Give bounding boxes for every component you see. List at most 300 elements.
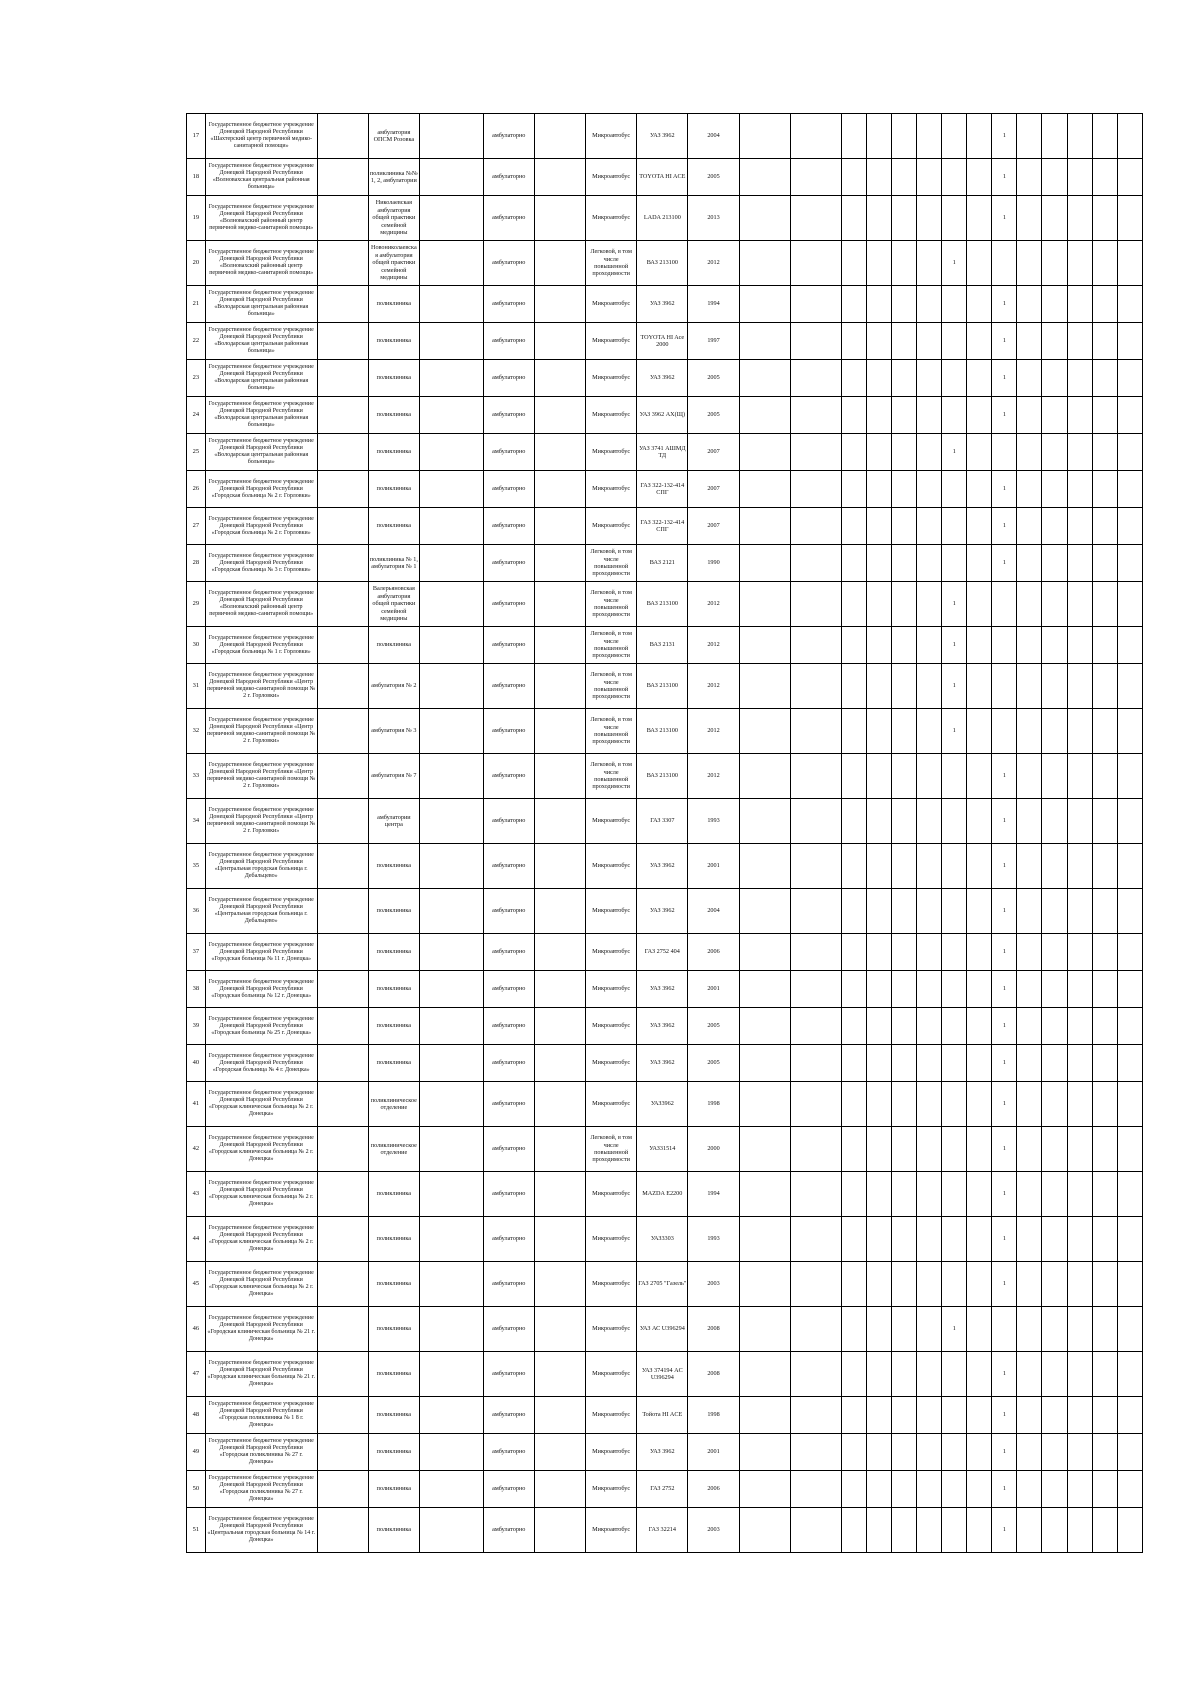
empty-cell bbox=[739, 799, 790, 844]
vehicle-table-page bbox=[186, 113, 1143, 1553]
table-row bbox=[187, 159, 1143, 196]
empty-cell bbox=[1042, 1082, 1067, 1127]
empty-cell bbox=[790, 627, 841, 664]
count-cell-a bbox=[942, 1508, 967, 1553]
empty-cell bbox=[1042, 508, 1067, 545]
table-row bbox=[187, 1172, 1143, 1217]
organization-cell: Государственное бюджетное учреждение Донецкой Народной Республики «Городская клиническая больница № 21 г. Донецка» bbox=[205, 1307, 317, 1352]
empty-cell bbox=[790, 889, 841, 934]
table-row bbox=[187, 1397, 1143, 1434]
empty-cell bbox=[790, 196, 841, 241]
empty-cell bbox=[534, 664, 585, 709]
empty-cell bbox=[317, 1262, 368, 1307]
table-row bbox=[187, 241, 1143, 286]
empty-cell bbox=[1042, 1508, 1067, 1553]
empty-cell bbox=[1042, 1172, 1067, 1217]
empty-cell bbox=[790, 1045, 841, 1082]
count-cell-b bbox=[992, 582, 1017, 627]
empty-cell bbox=[739, 582, 790, 627]
unit-cell: поликлиника bbox=[368, 627, 419, 664]
empty-cell bbox=[1092, 1352, 1117, 1397]
empty-cell bbox=[1117, 934, 1142, 971]
empty-cell bbox=[1117, 1127, 1142, 1172]
vehicle-type-cell: Микроавтобус bbox=[586, 844, 637, 889]
count-cell-b: 1 bbox=[992, 159, 1017, 196]
empty-cell bbox=[917, 1471, 942, 1508]
empty-cell bbox=[1067, 1127, 1092, 1172]
vehicle-year-cell: 2012 bbox=[688, 664, 739, 709]
care-type-cell: амбулаторно bbox=[483, 664, 534, 709]
empty-cell bbox=[419, 844, 483, 889]
empty-cell bbox=[867, 1172, 892, 1217]
empty-cell bbox=[1117, 627, 1142, 664]
organization-cell: Государственное бюджетное учреждение Донецкой Народной Республики «Волновахская центральная районная больница» bbox=[205, 159, 317, 196]
vehicle-type-cell: Микроавтобус bbox=[586, 360, 637, 397]
empty-cell bbox=[917, 545, 942, 582]
empty-cell bbox=[739, 1262, 790, 1307]
empty-cell bbox=[1017, 397, 1042, 434]
count-cell-b: 1 bbox=[992, 1172, 1017, 1217]
count-cell-a bbox=[942, 889, 967, 934]
empty-cell bbox=[1117, 799, 1142, 844]
empty-cell bbox=[739, 286, 790, 323]
empty-cell bbox=[739, 159, 790, 196]
empty-cell bbox=[1042, 114, 1067, 159]
empty-cell bbox=[967, 471, 992, 508]
empty-cell bbox=[1067, 360, 1092, 397]
vehicle-type-cell: Легковой, в том числе повышенной проходимости bbox=[586, 664, 637, 709]
empty-cell bbox=[534, 1008, 585, 1045]
empty-cell bbox=[739, 545, 790, 582]
count-cell-a: 1 bbox=[942, 434, 967, 471]
organization-cell: Государственное бюджетное учреждение Донецкой Народной Республики «Володарская центральная районная больница» bbox=[205, 434, 317, 471]
empty-cell bbox=[739, 323, 790, 360]
count-cell-b: 1 bbox=[992, 1262, 1017, 1307]
empty-cell bbox=[739, 1082, 790, 1127]
empty-cell bbox=[967, 286, 992, 323]
vehicle-type-cell: Микроавтобус bbox=[586, 508, 637, 545]
empty-cell bbox=[1042, 971, 1067, 1008]
empty-cell bbox=[892, 545, 917, 582]
empty-cell bbox=[1092, 1508, 1117, 1553]
empty-cell bbox=[739, 709, 790, 754]
care-type-cell: амбулаторно bbox=[483, 1045, 534, 1082]
care-type-cell: амбулаторно bbox=[483, 1217, 534, 1262]
vehicle-type-cell: Микроавтобус bbox=[586, 1397, 637, 1434]
organization-cell: Государственное бюджетное учреждение Донецкой Народной Республики «Шахтерский центр первичной медико-санитарной помощи» bbox=[205, 114, 317, 159]
empty-cell bbox=[892, 664, 917, 709]
empty-cell bbox=[1042, 545, 1067, 582]
vehicle-type-cell: Микроавтобус bbox=[586, 934, 637, 971]
empty-cell bbox=[739, 1434, 790, 1471]
empty-cell bbox=[1042, 241, 1067, 286]
empty-cell bbox=[790, 1172, 841, 1217]
vehicle-model-cell: УАЗ 3962 bbox=[637, 844, 688, 889]
empty-cell bbox=[1117, 1307, 1142, 1352]
empty-cell bbox=[841, 582, 866, 627]
empty-cell bbox=[1067, 627, 1092, 664]
vehicle-type-cell: Микроавтобус bbox=[586, 1471, 637, 1508]
empty-cell bbox=[1092, 664, 1117, 709]
empty-cell bbox=[917, 323, 942, 360]
count-cell-b: 1 bbox=[992, 1217, 1017, 1262]
empty-cell bbox=[317, 1397, 368, 1434]
empty-cell bbox=[739, 1471, 790, 1508]
empty-cell bbox=[1092, 1217, 1117, 1262]
vehicle-year-cell: 2005 bbox=[688, 397, 739, 434]
empty-cell bbox=[534, 1352, 585, 1397]
empty-cell bbox=[1017, 1172, 1042, 1217]
empty-cell bbox=[534, 971, 585, 1008]
empty-cell bbox=[1067, 1471, 1092, 1508]
count-cell-a: 1 bbox=[942, 1307, 967, 1352]
vehicle-type-cell: Микроавтобус bbox=[586, 1045, 637, 1082]
care-type-cell: амбулаторно bbox=[483, 286, 534, 323]
empty-cell bbox=[1017, 1397, 1042, 1434]
empty-cell bbox=[892, 934, 917, 971]
vehicle-type-cell: Микроавтобус bbox=[586, 1217, 637, 1262]
care-type-cell: амбулаторно bbox=[483, 754, 534, 799]
empty-cell bbox=[419, 1045, 483, 1082]
empty-cell bbox=[1067, 1008, 1092, 1045]
empty-cell bbox=[419, 114, 483, 159]
empty-cell bbox=[317, 582, 368, 627]
empty-cell bbox=[1092, 1434, 1117, 1471]
organization-cell: Государственное бюджетное учреждение Донецкой Народной Республики «Городская больница № 11 г. Донецка» bbox=[205, 934, 317, 971]
table-row bbox=[187, 1082, 1143, 1127]
row-number: 33 bbox=[187, 754, 206, 799]
vehicle-year-cell: 2004 bbox=[688, 114, 739, 159]
unit-cell: поликлиника № 1, амбулатория № 1 bbox=[368, 545, 419, 582]
empty-cell bbox=[1092, 1471, 1117, 1508]
empty-cell bbox=[967, 1127, 992, 1172]
empty-cell bbox=[739, 1008, 790, 1045]
vehicle-year-cell: 2007 bbox=[688, 471, 739, 508]
care-type-cell: амбулаторно bbox=[483, 1471, 534, 1508]
empty-cell bbox=[1092, 754, 1117, 799]
unit-cell: поликлиника bbox=[368, 323, 419, 360]
vehicle-year-cell: 2005 bbox=[688, 1008, 739, 1045]
empty-cell bbox=[917, 1397, 942, 1434]
vehicle-model-cell: TOYOTA HI ACE bbox=[637, 159, 688, 196]
empty-cell bbox=[1067, 434, 1092, 471]
row-number: 37 bbox=[187, 934, 206, 971]
table-row bbox=[187, 709, 1143, 754]
empty-cell bbox=[967, 627, 992, 664]
empty-cell bbox=[790, 709, 841, 754]
empty-cell bbox=[790, 1082, 841, 1127]
organization-cell: Государственное бюджетное учреждение Донецкой Народной Республики «Городская больница № 2 г. Горловки» bbox=[205, 471, 317, 508]
empty-cell bbox=[1017, 844, 1042, 889]
empty-cell bbox=[419, 664, 483, 709]
organization-cell: Государственное бюджетное учреждение Донецкой Народной Республики «Центральная городская больница г. Дебальцево» bbox=[205, 889, 317, 934]
empty-cell bbox=[317, 1434, 368, 1471]
empty-cell bbox=[841, 799, 866, 844]
empty-cell bbox=[917, 1307, 942, 1352]
empty-cell bbox=[892, 508, 917, 545]
empty-cell bbox=[1017, 1045, 1042, 1082]
empty-cell bbox=[790, 844, 841, 889]
unit-cell: поликлиника bbox=[368, 1471, 419, 1508]
empty-cell bbox=[1117, 397, 1142, 434]
count-cell-a bbox=[942, 1082, 967, 1127]
empty-cell bbox=[841, 709, 866, 754]
count-cell-a bbox=[942, 471, 967, 508]
count-cell-b: 1 bbox=[992, 754, 1017, 799]
table-row bbox=[187, 434, 1143, 471]
table-row bbox=[187, 360, 1143, 397]
empty-cell bbox=[1067, 844, 1092, 889]
vehicle-year-cell: 2012 bbox=[688, 709, 739, 754]
vehicle-year-cell: 2003 bbox=[688, 1262, 739, 1307]
empty-cell bbox=[1067, 754, 1092, 799]
empty-cell bbox=[1067, 889, 1092, 934]
empty-cell bbox=[1117, 664, 1142, 709]
empty-cell bbox=[841, 397, 866, 434]
vehicle-model-cell: MAZDA E2200 bbox=[637, 1172, 688, 1217]
empty-cell bbox=[739, 1217, 790, 1262]
unit-cell: поликлиника bbox=[368, 434, 419, 471]
vehicle-type-cell: Микроавтобус bbox=[586, 471, 637, 508]
empty-cell bbox=[419, 397, 483, 434]
empty-cell bbox=[1092, 889, 1117, 934]
empty-cell bbox=[917, 114, 942, 159]
vehicle-type-cell: Микроавтобус bbox=[586, 1082, 637, 1127]
empty-cell bbox=[419, 1127, 483, 1172]
vehicle-year-cell: 2006 bbox=[688, 934, 739, 971]
empty-cell bbox=[1117, 754, 1142, 799]
empty-cell bbox=[1067, 709, 1092, 754]
empty-cell bbox=[841, 1008, 866, 1045]
empty-cell bbox=[739, 508, 790, 545]
empty-cell bbox=[534, 1508, 585, 1553]
empty-cell bbox=[1092, 508, 1117, 545]
empty-cell bbox=[867, 434, 892, 471]
empty-cell bbox=[317, 1082, 368, 1127]
vehicle-model-cell: ВАЗ 213100 bbox=[637, 754, 688, 799]
organization-cell: Государственное бюджетное учреждение Донецкой Народной Республики «Центральная городская больница г. Дебальцево» bbox=[205, 844, 317, 889]
empty-cell bbox=[1092, 1262, 1117, 1307]
unit-cell: поликлиника bbox=[368, 1045, 419, 1082]
vehicle-year-cell: 1998 bbox=[688, 1082, 739, 1127]
count-cell-b bbox=[992, 664, 1017, 709]
organization-cell: Государственное бюджетное учреждение Донецкой Народной Республики «Володарская центральная районная больница» bbox=[205, 286, 317, 323]
row-number: 48 bbox=[187, 1397, 206, 1434]
empty-cell bbox=[892, 471, 917, 508]
empty-cell bbox=[867, 754, 892, 799]
organization-cell: Государственное бюджетное учреждение Донецкой Народной Республики «Городская больница № 3 г. Горловки» bbox=[205, 545, 317, 582]
empty-cell bbox=[917, 1082, 942, 1127]
empty-cell bbox=[917, 360, 942, 397]
vehicle-model-cell: ВАЗ 213100 bbox=[637, 241, 688, 286]
empty-cell bbox=[892, 582, 917, 627]
care-type-cell: амбулаторно bbox=[483, 159, 534, 196]
unit-cell: поликлиника bbox=[368, 508, 419, 545]
care-type-cell: амбулаторно bbox=[483, 1307, 534, 1352]
table-row bbox=[187, 844, 1143, 889]
organization-cell: Государственное бюджетное учреждение Донецкой Народной Республики «Городская поликлиника № 27 г. Донецка» bbox=[205, 1434, 317, 1471]
vehicle-type-cell: Легковой, в том числе повышенной проходимости bbox=[586, 709, 637, 754]
empty-cell bbox=[892, 196, 917, 241]
empty-cell bbox=[790, 159, 841, 196]
empty-cell bbox=[1092, 196, 1117, 241]
organization-cell: Государственное бюджетное учреждение Донецкой Народной Республики «Центр первичной медико-санитарной помощи № 2 г. Горловки» bbox=[205, 664, 317, 709]
table-row bbox=[187, 754, 1143, 799]
empty-cell bbox=[967, 1217, 992, 1262]
empty-cell bbox=[790, 286, 841, 323]
table-row bbox=[187, 934, 1143, 971]
empty-cell bbox=[419, 1082, 483, 1127]
vehicle-model-cell: УАЗ 374194 AC U396294 bbox=[637, 1352, 688, 1397]
vehicle-type-cell: Микроавтобус bbox=[586, 1307, 637, 1352]
vehicle-type-cell: Легковой, в том числе повышенной проходимости bbox=[586, 754, 637, 799]
empty-cell bbox=[1092, 844, 1117, 889]
empty-cell bbox=[1042, 1045, 1067, 1082]
empty-cell bbox=[967, 971, 992, 1008]
count-cell-b: 1 bbox=[992, 1471, 1017, 1508]
empty-cell bbox=[534, 627, 585, 664]
empty-cell bbox=[1067, 114, 1092, 159]
empty-cell bbox=[1017, 1008, 1042, 1045]
empty-cell bbox=[917, 1172, 942, 1217]
empty-cell bbox=[892, 1397, 917, 1434]
empty-cell bbox=[841, 323, 866, 360]
empty-cell bbox=[917, 971, 942, 1008]
row-number: 51 bbox=[187, 1508, 206, 1553]
empty-cell bbox=[1017, 286, 1042, 323]
organization-cell: Государственное бюджетное учреждение Донецкой Народной Республики «Центр первичной медико-санитарной помощи № 2 г. Горловки» bbox=[205, 754, 317, 799]
empty-cell bbox=[317, 627, 368, 664]
care-type-cell: амбулаторно bbox=[483, 397, 534, 434]
vehicle-table bbox=[186, 113, 1143, 1553]
vehicle-type-cell: Микроавтобус bbox=[586, 114, 637, 159]
empty-cell bbox=[967, 545, 992, 582]
row-number: 19 bbox=[187, 196, 206, 241]
empty-cell bbox=[867, 1262, 892, 1307]
empty-cell bbox=[892, 1045, 917, 1082]
empty-cell bbox=[841, 545, 866, 582]
vehicle-model-cell: ГАЗ 32214 bbox=[637, 1508, 688, 1553]
vehicle-type-cell: Легковой, в том числе повышенной проходимости bbox=[586, 1127, 637, 1172]
table-row bbox=[187, 582, 1143, 627]
empty-cell bbox=[841, 114, 866, 159]
table-row bbox=[187, 889, 1143, 934]
care-type-cell: амбулаторно bbox=[483, 1127, 534, 1172]
empty-cell bbox=[419, 360, 483, 397]
empty-cell bbox=[841, 1172, 866, 1217]
empty-cell bbox=[1042, 1434, 1067, 1471]
empty-cell bbox=[917, 754, 942, 799]
empty-cell bbox=[790, 508, 841, 545]
empty-cell bbox=[1042, 434, 1067, 471]
empty-cell bbox=[1042, 799, 1067, 844]
empty-cell bbox=[967, 1471, 992, 1508]
table-row bbox=[187, 1471, 1143, 1508]
empty-cell bbox=[419, 1352, 483, 1397]
vehicle-model-cell: ГАЗ 2752 404 bbox=[637, 934, 688, 971]
empty-cell bbox=[317, 799, 368, 844]
empty-cell bbox=[739, 889, 790, 934]
empty-cell bbox=[1117, 1045, 1142, 1082]
empty-cell bbox=[867, 1397, 892, 1434]
empty-cell bbox=[1117, 1508, 1142, 1553]
empty-cell bbox=[1067, 545, 1092, 582]
vehicle-type-cell: Легковой, в том числе повышенной проходимости bbox=[586, 241, 637, 286]
vehicle-type-cell: Микроавтобус bbox=[586, 889, 637, 934]
vehicle-model-cell: УАЗ 3962 АХ(Щ) bbox=[637, 397, 688, 434]
empty-cell bbox=[1117, 709, 1142, 754]
empty-cell bbox=[867, 934, 892, 971]
empty-cell bbox=[1017, 434, 1042, 471]
empty-cell bbox=[967, 434, 992, 471]
vehicle-type-cell: Легковой, в том числе повышенной проходимости bbox=[586, 582, 637, 627]
vehicle-year-cell: 2007 bbox=[688, 434, 739, 471]
empty-cell bbox=[1017, 323, 1042, 360]
vehicle-model-cell: УАЗ 3962 bbox=[637, 889, 688, 934]
empty-cell bbox=[1042, 627, 1067, 664]
vehicle-year-cell: 2001 bbox=[688, 971, 739, 1008]
table-row bbox=[187, 1434, 1143, 1471]
empty-cell bbox=[317, 397, 368, 434]
vehicle-year-cell: 1993 bbox=[688, 799, 739, 844]
unit-cell: поликлиника bbox=[368, 1172, 419, 1217]
vehicle-model-cell: УАЗ 3962 bbox=[637, 360, 688, 397]
unit-cell: Николаевская амбулатория общей практики семейной медицины bbox=[368, 196, 419, 241]
table-row bbox=[187, 1045, 1143, 1082]
empty-cell bbox=[317, 434, 368, 471]
empty-cell bbox=[1067, 1262, 1092, 1307]
empty-cell bbox=[534, 1262, 585, 1307]
empty-cell bbox=[1092, 1082, 1117, 1127]
care-type-cell: амбулаторно bbox=[483, 1434, 534, 1471]
empty-cell bbox=[317, 971, 368, 1008]
unit-cell: поликлиника bbox=[368, 1262, 419, 1307]
empty-cell bbox=[790, 1307, 841, 1352]
empty-cell bbox=[739, 1352, 790, 1397]
vehicle-model-cell: УАЗ 3962 bbox=[637, 971, 688, 1008]
organization-cell: Государственное бюджетное учреждение Донецкой Народной Республики «Волновахский районный центр первичной медико-санитарной помощи» bbox=[205, 241, 317, 286]
empty-cell bbox=[419, 1008, 483, 1045]
empty-cell bbox=[1042, 754, 1067, 799]
empty-cell bbox=[1042, 397, 1067, 434]
empty-cell bbox=[841, 971, 866, 1008]
organization-cell: Государственное бюджетное учреждение Донецкой Народной Республики «Городская клиническая больница № 2 г. Донецка» bbox=[205, 1127, 317, 1172]
count-cell-b: 1 bbox=[992, 360, 1017, 397]
empty-cell bbox=[534, 582, 585, 627]
count-cell-b: 1 bbox=[992, 471, 1017, 508]
vehicle-model-cell: УАЗ 3962 bbox=[637, 1008, 688, 1045]
vehicle-type-cell: Микроавтобус bbox=[586, 397, 637, 434]
vehicle-year-cell: 1994 bbox=[688, 286, 739, 323]
count-cell-b: 1 bbox=[992, 1508, 1017, 1553]
empty-cell bbox=[967, 196, 992, 241]
care-type-cell: амбулаторно bbox=[483, 582, 534, 627]
empty-cell bbox=[1117, 360, 1142, 397]
vehicle-model-cell: ВАЗ 213100 bbox=[637, 664, 688, 709]
vehicle-type-cell: Микроавтобус bbox=[586, 1352, 637, 1397]
empty-cell bbox=[790, 1217, 841, 1262]
unit-cell: поликлиника bbox=[368, 360, 419, 397]
empty-cell bbox=[1117, 889, 1142, 934]
count-cell-a: 1 bbox=[942, 664, 967, 709]
empty-cell bbox=[1042, 1217, 1067, 1262]
vehicle-year-cell: 1998 bbox=[688, 1397, 739, 1434]
row-number: 20 bbox=[187, 241, 206, 286]
empty-cell bbox=[892, 971, 917, 1008]
count-cell-b: 1 bbox=[992, 1045, 1017, 1082]
empty-cell bbox=[317, 1217, 368, 1262]
vehicle-year-cell: 2012 bbox=[688, 627, 739, 664]
